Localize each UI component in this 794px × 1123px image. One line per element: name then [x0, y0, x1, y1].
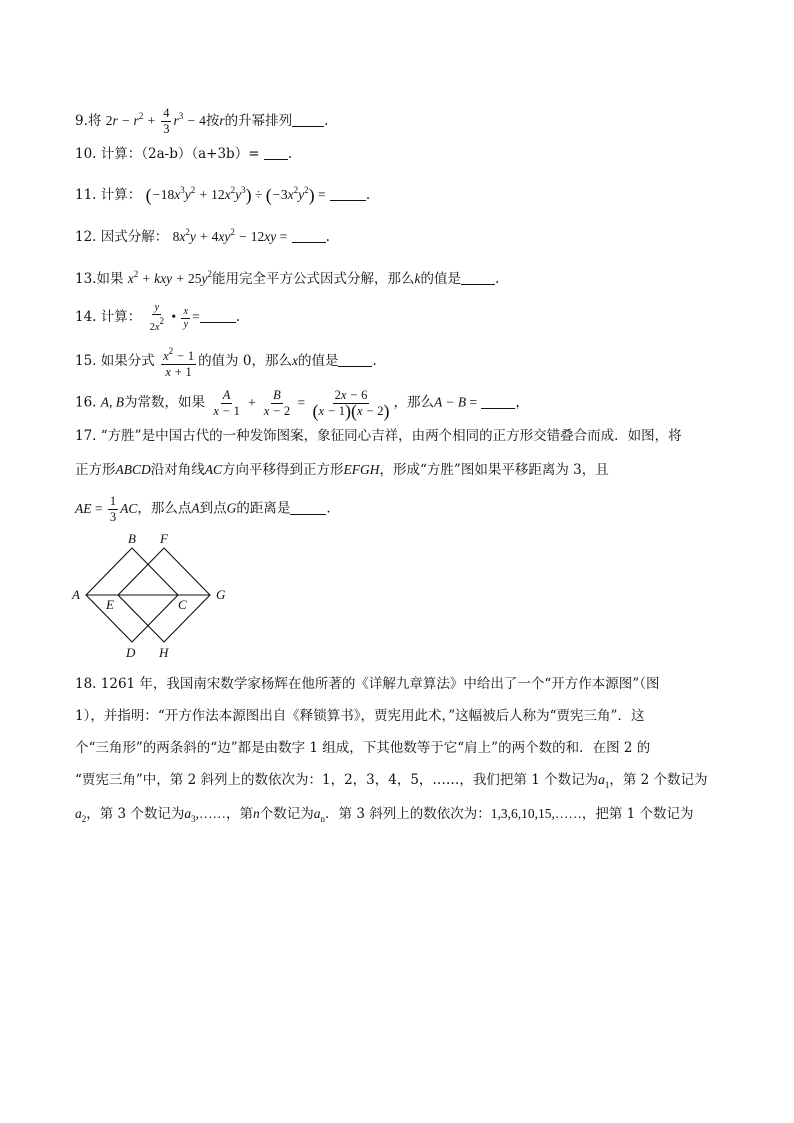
question-18-line-4: “贾宪三角”中，第 2 斜列上的数依次为：1，2，3，4，5，……，我们把第 1 个数记为$a_1$，第 2 个数记为 — [75, 772, 708, 790]
label-h: H — [159, 645, 169, 660]
question-number: 16. — [75, 394, 97, 411]
answer-blank — [481, 394, 515, 409]
question-label: 14. 计算： — [75, 309, 142, 326]
question-text: . — [235, 309, 241, 326]
question-text: 沿对角线 — [150, 462, 205, 478]
math-expression: AE = $\frac{1}{3}$ AC — [75, 494, 138, 524]
answer-blank — [330, 186, 366, 201]
question-label: 15. 如果分式 — [75, 353, 155, 370]
question-text: 将 — [87, 113, 102, 129]
question-17-line-2: 正方形ABCD沿对角线AC方向平移得到正方形EFGH，形成“方胜”图如果平移距离为 3，且 — [75, 462, 609, 478]
math-expression: $2r - r^2$ + $\frac{4}{3}$ $r^3 - 4$ — [105, 106, 206, 137]
question-text: 的距离是 — [236, 500, 291, 517]
question-text: 1），并指明：“开方作法本源图出自《释锁算书》，贾宪用此术，”这幅被后人称为“贾宪三角”．这 — [75, 708, 645, 724]
question-text: “贾宪三角”中，第 2 斜列上的数依次为：1，2，3，4，5，……，我们把第 1 个数记为 — [75, 772, 599, 788]
answer-blank — [461, 270, 495, 285]
question-text: ，把第 1 个数记为 — [581, 806, 694, 822]
question-text: 能用完全平方公式因式分解，那么 — [211, 271, 415, 287]
question-text: 的值是 — [297, 353, 339, 370]
question-text: 的值是 — [420, 271, 461, 287]
question-18-line-3 — [75, 738, 650, 758]
fangsheng-figure — [70, 528, 240, 664]
label-e: E — [106, 597, 114, 612]
question-18-line-1 — [75, 674, 659, 694]
answer-blank — [292, 228, 326, 243]
sequence: 1,3,6,10,15,…… — [490, 806, 582, 821]
question-text: 个数记为 — [259, 806, 314, 822]
question-text: 按 — [205, 113, 220, 129]
question-text: 个“三角形”的两条斜的“边”都是由数字 1 组成，下其他数等于它“肩上”的两个数的和．在图 2 的 — [75, 740, 651, 756]
answer-blank — [264, 145, 288, 160]
question-17-line-1 — [75, 426, 682, 446]
question-text: ，那么 — [393, 394, 435, 411]
question-11 — [75, 180, 370, 205]
question-17-line-3: AE = $\frac{1}{3}$ AC，那么点A到点G的距离是 . — [75, 494, 331, 524]
question-18-line-2 — [75, 706, 644, 726]
math-expression: $x^2$ + kxy + $25y^2$ — [127, 269, 212, 286]
label-b: B — [128, 531, 136, 546]
answer-blank — [200, 308, 236, 323]
question-text: . — [494, 271, 500, 287]
question-label: 11. 计算： — [75, 187, 142, 203]
label-d: D — [126, 645, 136, 660]
answer-blank — [292, 112, 324, 127]
question-18-line-5: $a_2$，第 3 个数记为$a_3,\dots\dots$，第n个数记为$a_n$．第 3 斜列上的数依次为：1,3,6,10,15,……，把第 1 个数记为 — [75, 806, 694, 824]
question-text: . — [372, 353, 377, 370]
question-14 — [75, 302, 240, 334]
label-g: G — [216, 587, 226, 602]
question-text: ，第 3 个数记为 — [86, 806, 185, 822]
question-text: ， — [515, 394, 529, 411]
question-text: . — [326, 500, 331, 517]
question-text: ，第 2 个数记为 — [609, 772, 708, 788]
question-text: ，那么点 — [137, 500, 192, 517]
math-expression: $(-18x^3y^2 + 12x^2y^3) \div (-3x^2y^2)$ = — [145, 185, 326, 205]
question-number: 13. — [75, 271, 97, 287]
answer-blank — [290, 500, 326, 515]
label-a: A — [72, 587, 80, 602]
question-text: 17. “方胜”是中国古代的一种发饰图案，象征同心吉祥，由两个相同的正方形交错叠合而成．如图，将 — [75, 428, 682, 444]
question-text: 正方形 — [75, 462, 116, 478]
math-expression: $\frac{A}{x - 1}$ + $\frac{B}{x - 2}$ = $\frac{2x - 6}{(x - 1)(x - 2)}$ — [213, 388, 390, 421]
question-text: ．第 3 斜列上的数依次为： — [325, 806, 491, 822]
question-text: . — [287, 146, 293, 162]
math-expression: $8x^2y + 4xy^2 - 12xy$ = — [172, 227, 288, 244]
question-text: 方向平移得到正方形 — [222, 462, 344, 478]
question-text: 到点 — [199, 500, 227, 517]
answer-blank — [338, 352, 372, 367]
question-label: 12. 因式分解： — [75, 229, 169, 245]
label-f: F — [160, 531, 168, 546]
question-text: . — [365, 187, 371, 203]
label-c: C — [178, 597, 187, 612]
question-text: 的值为 0，那么 — [198, 353, 292, 370]
question-12 — [75, 222, 330, 247]
question-text: 的升幂排列 — [224, 113, 293, 129]
question-16: 16. A, B为常数，如果 $\frac{A}{x - 1}$ + $\frac{B}{x - 2}$ = $\frac{2x - 6}{(x - 1)(x - 2)}$ ，那么A − B = ， — [75, 388, 529, 421]
question-text: . — [324, 113, 329, 129]
question-text: . — [325, 229, 330, 245]
math-expression: $\frac{y}{2x2}$ • $\frac{x}{y}$ = — [149, 302, 200, 333]
question-number: 9. — [75, 113, 88, 129]
question-text: ，第 — [226, 806, 254, 822]
question-text: 为常数，如果 — [124, 394, 206, 411]
question-text: 10. 计算：（2a-b）（a+3b）= — [75, 146, 260, 162]
question-13: 13.如果 $x^2$ + kxy + $25y^2$能用完全平方公式因式分解，那么k的值是 . — [75, 269, 500, 287]
math-expression: $\frac{x^2 - 1}{x + 1}$ — [163, 346, 195, 379]
question-text: 如果 — [96, 271, 124, 287]
question-15: 15. 如果分式 $\frac{x^2 - 1}{x + 1}$ 的值为 0，那么x的值是 . — [75, 346, 377, 379]
question-text: ，形成“方胜”图如果平移距离为 3，且 — [379, 462, 609, 478]
question-9: 9.将 $2r - r^2$ + $\frac{4}{3}$ $r^3 - 4$按r的升幂排列 . — [75, 106, 329, 137]
question-text: 18. 1261 年，我国南宋数学家杨辉在他所著的《详解九章算法》中给出了一个“开方作本源图”（图 — [75, 676, 660, 692]
question-10 — [75, 144, 292, 164]
